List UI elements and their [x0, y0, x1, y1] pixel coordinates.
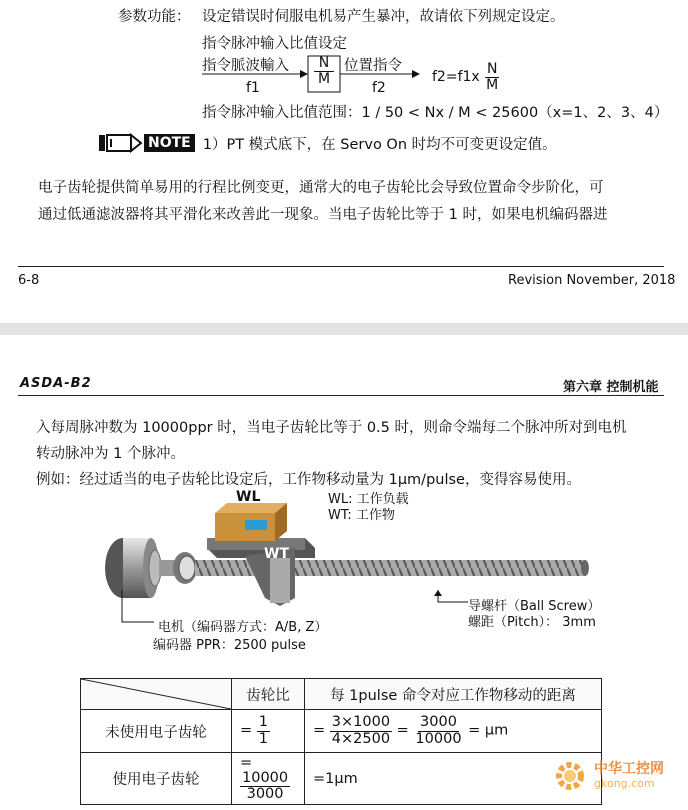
flow-f1-label: f1: [246, 80, 260, 96]
product-logo: ASDA-B2: [20, 376, 92, 391]
flow-nm-box: [308, 56, 340, 86]
encoder-label: 编码器 PPR：2500 pulse: [153, 638, 306, 653]
ratio-title: 指令脉冲输入比值设定: [202, 36, 347, 52]
numerator: 1: [258, 714, 268, 731]
watermark-title: 中华工控网: [594, 761, 664, 778]
flow-m: M: [317, 70, 331, 87]
screw-label: 导螺杆（Ball Screw）: [468, 599, 601, 614]
flow-output-label: 位置指令: [344, 58, 402, 74]
row2-ratio: [232, 753, 305, 805]
paragraph-line: 例如：经过适当的电子齿轮比设定后，工作物移动量为 1μm/pulse，变得容易使用。: [36, 472, 581, 488]
paragraph-line: 通过低通滤波器将其平滑化来改善此一现象。当电子齿轮比等于 1 时，如果电机编码器进: [38, 207, 608, 223]
denominator: 3000: [246, 786, 284, 803]
flow-input-label: 指令脈波輸入: [202, 58, 289, 74]
diagonal-line: [81, 679, 231, 709]
numerator: 10000: [242, 770, 289, 786]
legend-wl: WL: 工作负载: [328, 492, 409, 507]
param-text: 设定错误时伺服电机易产生暴冲，故请依下列规定设定。: [202, 9, 565, 25]
table-row: [81, 753, 602, 805]
page-separator: [0, 323, 688, 335]
ratio-fraction: [240, 771, 290, 802]
formula-n: N: [486, 61, 498, 77]
chapter-title: 第六章 控制机能: [563, 380, 659, 395]
revision-date: Revision November, 2018: [508, 273, 676, 288]
ratio-fraction: [257, 715, 270, 746]
result-fraction: [413, 715, 463, 746]
header-distance: 每 1pulse 命令对应工作物移动的距离: [305, 679, 602, 710]
table-row: [81, 710, 602, 753]
header-divider: [18, 395, 664, 396]
equals-sign: =: [313, 723, 326, 739]
denominator: 10000: [415, 730, 462, 747]
paragraph-line: 电子齿轮提供简单易用的行程比例变更，通常大的电子齿轮比会导致位置命令步阶化，可: [38, 180, 604, 196]
numerator: 3×1000: [331, 714, 391, 731]
row-label: 未使用电子齿轮: [81, 710, 232, 753]
table-header-row: [81, 679, 602, 710]
denominator: 4×2500: [331, 730, 391, 747]
gear-icon: [552, 758, 592, 794]
row2-distance: =1μm: [305, 753, 602, 805]
unit-text: = μm: [468, 723, 509, 739]
watermark: [552, 758, 664, 794]
row-label: 使用电子齿轮: [81, 753, 232, 805]
motor-label: 电机（编码器方式：A/B, Z）: [158, 620, 328, 635]
flow-n: N: [314, 56, 334, 72]
table-corner-cell: [81, 679, 232, 710]
param-label: 参数功能：: [118, 9, 191, 25]
pencil-icon: [98, 132, 142, 154]
formula-m: M: [486, 76, 499, 93]
gear-ratio-table: [80, 678, 602, 805]
equals-sign: =: [396, 723, 409, 739]
pitch-label: 螺距（Pitch）： 3mm: [468, 615, 596, 630]
equals-sign: =: [240, 755, 253, 771]
denominator: 1: [258, 730, 268, 747]
range-text: 指令脉冲输入比值范围：1 / 50 < Nx / M < 25600（x=1、2、3、4）: [202, 105, 669, 121]
formula-lhs: f2=f1x: [432, 69, 480, 86]
formula: [432, 62, 500, 92]
note-badge: NOTE: [144, 134, 195, 152]
wt-label: WT: [264, 546, 289, 562]
note-row: [98, 132, 557, 154]
paragraph-line: 入每周脉冲数为 10000ppr 时，当电子齿轮比等于 0.5 时，则命令端每二个脉冲所对到电机: [36, 420, 627, 436]
header-gear-ratio: 齿轮比: [232, 679, 305, 710]
calc-fraction: [330, 715, 392, 746]
numerator: 3000: [420, 714, 457, 731]
note-text: 1）PT 模式底下，在 Servo On 时均不可变更设定值。: [202, 136, 557, 153]
equals-sign: =: [240, 723, 253, 739]
legend-wt: WT: 工作物: [328, 508, 395, 523]
wl-label: WL: [236, 489, 261, 505]
paragraph-line: 转动脉冲为 1 个脉冲。: [36, 446, 185, 462]
page-number: 6-8: [18, 273, 40, 288]
formula-fraction: [484, 62, 500, 92]
watermark-url: gkong.com: [594, 776, 655, 790]
row1-distance: [305, 710, 602, 753]
footer-divider: [18, 266, 664, 267]
flow-f2-label: f2: [372, 80, 386, 96]
row1-ratio: [232, 710, 305, 753]
